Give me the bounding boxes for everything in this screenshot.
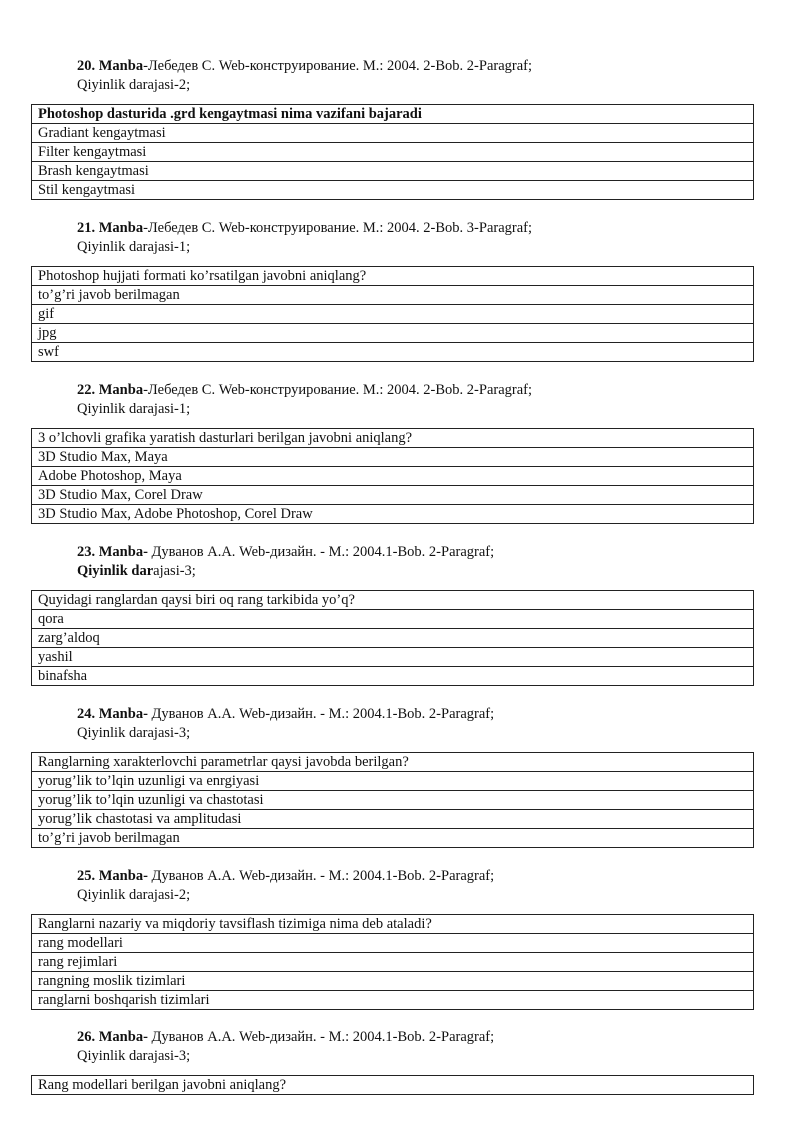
source-reference: Дуванов А.А. Web-дизайн. - М.: 2004.1-Bob. 2-Paragraf; [147, 868, 495, 884]
source-line [77, 58, 532, 74]
source-citation [77, 867, 494, 905]
manba-label: Manba [98, 382, 144, 398]
source-citation [77, 543, 494, 581]
manba-label: Manba- [98, 544, 148, 560]
answer-option: rang rejimlari [32, 953, 754, 972]
source-line [77, 382, 532, 398]
answer-option: gif [32, 305, 754, 324]
answer-option: Adobe Photoshop, Maya [32, 467, 754, 486]
question-number: 24. [77, 706, 96, 722]
question-text: Rang modellari berilgan javobni aniqlang? [32, 1076, 754, 1095]
source-citation [77, 57, 532, 95]
difficulty-line [77, 76, 532, 95]
answer-option: yorug’lik chastotasi va amplitudasi [32, 810, 754, 829]
question-number: 25. [77, 868, 96, 884]
difficulty-level: Qiyinlik darajasi-2; [77, 77, 191, 93]
answer-option: jpg [32, 324, 754, 343]
answer-option: zarg’aldoq [32, 629, 754, 648]
source-line [77, 1029, 494, 1045]
difficulty-level: ajasi-3; [153, 563, 196, 579]
question-text: Ranglarning xarakterlovchi parametrlar qaysi javobda berilgan? [32, 753, 754, 772]
answer-option: yorug’lik to’lqin uzunligi va chastotasi [32, 791, 754, 810]
source-line [77, 220, 532, 236]
source-citation [77, 705, 494, 743]
question-number: 21. [77, 220, 96, 236]
question-table [31, 266, 754, 362]
question-text: Ranglarni nazariy va miqdoriy tavsiflash tizimiga nima deb ataladi? [32, 915, 754, 934]
difficulty-level: Qiyinlik darajasi-3; [77, 1048, 191, 1064]
answer-option: 3D Studio Max, Adobe Photoshop, Corel Draw [32, 505, 754, 524]
question-text: Photoshop dasturida .grd kengaytmasi nima vazifani bajaradi [32, 105, 754, 124]
difficulty-line [77, 562, 494, 581]
source-citation [77, 381, 532, 419]
answer-option: yashil [32, 648, 754, 667]
answer-option: rangning moslik tizimlari [32, 972, 754, 991]
question-text: 3 o’lchovli grafika yaratish dasturlari berilgan javobni aniqlang? [32, 429, 754, 448]
source-reference: Дуванов А.А. Web-дизайн. - М.: 2004.1-Bob. 2-Paragraf; [147, 544, 495, 560]
manba-label: Manba [98, 58, 144, 74]
question-text: Photoshop hujjati formati ko’rsatilgan javobni aniqlang? [32, 267, 754, 286]
question-table [31, 590, 754, 686]
source-line [77, 868, 494, 884]
answer-option: rang modellari [32, 934, 754, 953]
manba-label: Manba- [98, 706, 148, 722]
source-reference: -Лебедев С. Web-конструирование. М.: 2004. 2-Bob. 2-Paragraf; [143, 382, 533, 398]
manba-label: Manba [98, 220, 144, 236]
question-table [31, 104, 754, 200]
question-number: 23. [77, 544, 96, 560]
answer-option: to’g’ri javob berilmagan [32, 829, 754, 848]
difficulty-line [77, 886, 494, 905]
answer-option: Stil kengaytmasi [32, 181, 754, 200]
answer-option: yorug’lik to’lqin uzunligi va enrgiyasi [32, 772, 754, 791]
source-reference: Дуванов А.А. Web-дизайн. - М.: 2004.1-Bob. 2-Paragraf; [147, 706, 495, 722]
source-reference: -Лебедев С. Web-конструирование. М.: 2004. 2-Bob. 2-Paragraf; [143, 58, 533, 74]
answer-option: binafsha [32, 667, 754, 686]
answer-option: 3D Studio Max, Corel Draw [32, 486, 754, 505]
question-number: 26. [77, 1029, 96, 1045]
difficulty-line [77, 400, 532, 419]
manba-label: Manba- [98, 868, 148, 884]
source-reference: Дуванов А.А. Web-дизайн. - М.: 2004.1-Bob. 2-Paragraf; [147, 1029, 495, 1045]
answer-option: Gradiant kengaytmasi [32, 124, 754, 143]
answer-option: 3D Studio Max, Maya [32, 448, 754, 467]
question-table [31, 1075, 754, 1095]
difficulty-line [77, 238, 532, 257]
difficulty-level: Qiyinlik darajasi-2; [77, 887, 191, 903]
answer-option: swf [32, 343, 754, 362]
manba-label: Manba- [98, 1029, 148, 1045]
answer-option: ranglarni boshqarish tizimlari [32, 991, 754, 1010]
question-number: 22. [77, 382, 96, 398]
source-citation [77, 219, 532, 257]
difficulty-lead: Qiyinlik dar [77, 563, 154, 579]
question-number: 20. [77, 58, 96, 74]
difficulty-level: Qiyinlik darajasi-1; [77, 401, 191, 417]
difficulty-level: Qiyinlik darajasi-1; [77, 239, 191, 255]
question-text: Quyidagi ranglardan qaysi biri oq rang tarkibida yo’q? [32, 591, 754, 610]
difficulty-level: Qiyinlik darajasi-3; [77, 725, 191, 741]
answer-option: qora [32, 610, 754, 629]
source-line [77, 706, 494, 722]
source-line [77, 544, 494, 560]
question-table [31, 428, 754, 524]
difficulty-line [77, 1047, 494, 1066]
answer-option: to’g’ri javob berilmagan [32, 286, 754, 305]
difficulty-line [77, 724, 494, 743]
answer-option: Brash kengaytmasi [32, 162, 754, 181]
question-table [31, 914, 754, 1010]
answer-option: Filter kengaytmasi [32, 143, 754, 162]
source-reference: -Лебедев С. Web-конструирование. М.: 2004. 2-Bob. 3-Paragraf; [143, 220, 533, 236]
question-table [31, 752, 754, 848]
source-citation [77, 1028, 494, 1066]
